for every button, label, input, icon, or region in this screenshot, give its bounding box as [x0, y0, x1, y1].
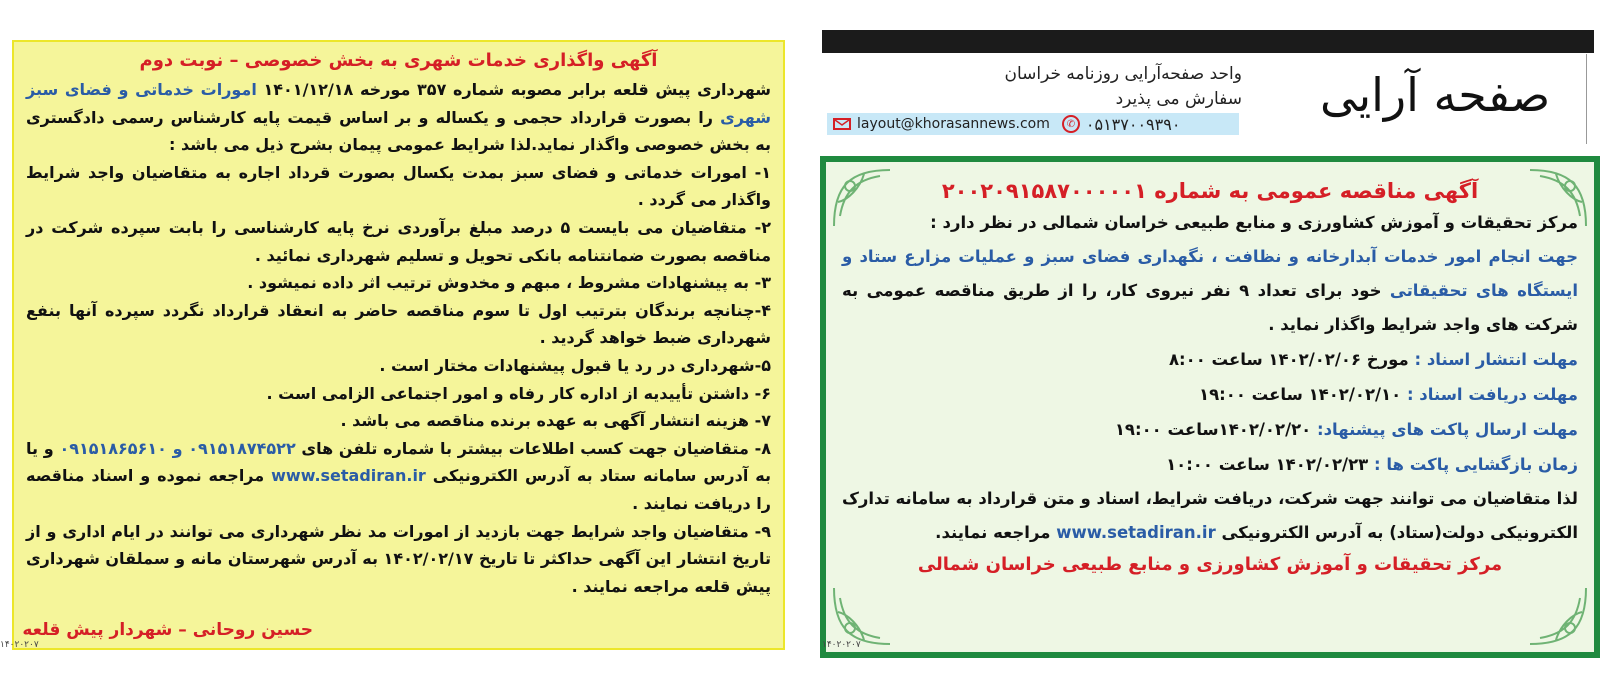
contact-bar — [827, 113, 1239, 135]
left-ad-signature: حسین روحانی – شهردار پیش قلعه — [22, 620, 313, 640]
deadline-receive-documents: مهلت دریافت اسناد : ۱۴۰۲/۰۲/۱۰ ساعت ۱۹:۰۰ — [1199, 385, 1578, 404]
contact-email[interactable]: layout@khorasannews.com — [857, 116, 1050, 132]
tender-ad — [820, 156, 1600, 658]
deadline-submit-bids: مهلت ارسال پاکت های پیشنهاد: ۱۴۰۲/۰۲/۲۰ساعت ۱۹:۰۰ — [1114, 420, 1578, 439]
left-ad-phone-numbers: ۰۹۱۵۱۸۷۴۵۲۲ و ۰۹۱۵۱۸۶۵۶۱۰ — [59, 438, 296, 458]
tender-ad-scope-highlight: جهت انجام امور خدمات آبدارخانه و نظافت ، نگهداری فضای سبز و عملیات مزارع ستاد و ایستگاه های تحقیقاتی — [842, 247, 1578, 300]
header-black-bar — [822, 30, 1594, 53]
tender-ad-inner — [826, 162, 1594, 652]
left-ad-item-2: ۲- متقاضیان می بایست ۵ درصد مبلغ برآوردی نرخ پایه کارشناسی را بابت سپرده شرکت در مناقصه بصورت ضمانتنامه بانکی تحویل و تسلیم شهرداری نمائید . — [26, 217, 772, 265]
left-ad-item-9: ۹- متقاضیان واجد شرایط جهت بازدید از امورات مد نظر شهرداری می توانند در ایام اداری و از تاریخ انتشار این آگهی حداکثر تا تاریخ ۱۴۰۲/۰۲/۱۷ به آدرس شهرستان مانه و سملقان شهرداری پیش قلعه مراجعه نمایند . — [26, 521, 771, 596]
contact-phone: ۰۵۱۳۷۰۰۹۳۹۰ — [1085, 114, 1181, 134]
right-ad-code: ۱۴۰۲۰۲۰۷ — [822, 640, 861, 650]
left-ad-item-5: ۵-شهرداری در رد یا قبول پیشنهادات مختار است . — [379, 355, 771, 375]
left-ad-website-link[interactable]: www.setadiran.ir — [271, 466, 426, 486]
phone-icon: ✆ — [1062, 115, 1080, 133]
left-ad-item-3: ۳- به پیشنهادات مشروط ، مبهم و مخدوش ترتیب اثر داده نمیشود . — [247, 273, 771, 293]
left-ad-item-6: ۶- داشتن تأییدیه از اداره کار رفاه و امور اجتماعی الزامی است . — [266, 383, 771, 403]
tender-ad-website-link[interactable]: www.setadiran.ir — [1056, 523, 1216, 542]
left-ad-item-8: ۸- متقاضیان جهت کسب اطلاعات بیشتر با شماره تلفن های ۰۹۱۵۱۸۷۴۵۲۲ و ۰۹۱۵۱۸۶۵۶۱۰ و یا به آدرس سامانه ستاد به آدرس الکترونیکی www.setadiran.ir مراجعه نموده و اسناد مناقصه را دریافت نمایند . — [26, 438, 772, 513]
left-ad-intro: شهرداری پیش قلعه برابر مصوبه شماره ۳۵۷ مورخه ۱۴۰۱/۱۲/۱۸ امورات خدماتی و فضای سبز شهری را بصورت قرارداد حجمی و یکساله و بر اساس قیمت پایه کارشناس رسمی دادگستری به بخش خصوصی واگذار نماید.لذا شرایط عمومی پیمان بشرح ذیل می باشد : — [26, 80, 771, 155]
left-ad-item-7: ۷- هزینه انتشار آگهی به عهده برنده مناقصه می باشد . — [340, 411, 771, 431]
left-ad-code: ۱۴۰۲۰۲۰۷ — [0, 640, 39, 650]
deadline-publish: مهلت انتشار اسناد : مورخ ۱۴۰۲/۰۲/۰۶ ساعت ۸:۰۰ — [1168, 350, 1578, 369]
layout-unit-name: واحد صفحه‌آرایی روزنامه خراسان — [1004, 64, 1242, 84]
tender-ad-intro: مرکز تحقیقات و آموزش کشاورزی و منابع طبیعی خراسان شمالی در نظر دارد : — [930, 213, 1578, 232]
page-design-title: صفحه آرایی — [1320, 68, 1551, 122]
corner-ornament-icon — [1520, 166, 1590, 236]
tender-ad-scope: جهت انجام امور خدمات آبدارخانه و نظافت ، نگهداری فضای سبز و عملیات مزارع ستاد و ایستگاه های تحقیقاتی خود برای تعداد ۹ نفر نیروی کار، را از طریق مناقصه عمومی به شرکت های واجد شرایط واگذار نماید . — [842, 247, 1578, 334]
bid-opening-time: زمان بازگشایی پاکت ها : ۱۴۰۲/۰۲/۲۳ ساعت ۱۰:۰۰ — [1166, 455, 1578, 474]
tender-ad-closing: لذا متقاضیان می توانند جهت شرکت، دریافت شرایط، اسناد و متن قرارداد به سامانه تدارک الکترونیکی دولت(ستاد) به آدرس الکترونیکی www.setadiran.ir مراجعه نمایند. — [842, 489, 1578, 542]
tender-ad-title: آگهی مناقصه عمومی به شماره ۲۰۰۲۰۹۱۵۸۷۰۰۰۰۰۱ — [941, 179, 1479, 203]
layout-unit-note: سفارش می پذیرد — [1115, 89, 1242, 109]
header-divider — [1586, 54, 1587, 144]
corner-ornament-icon — [830, 578, 900, 648]
corner-ornament-icon — [1520, 578, 1590, 648]
tender-ad-footer: مرکز تحقیقات و آموزش کشاورزی و منابع طبیعی خراسان شمالی — [917, 554, 1503, 575]
envelope-icon — [833, 118, 851, 130]
municipal-services-ad — [12, 40, 785, 650]
corner-ornament-icon — [830, 166, 900, 236]
left-ad-title: آگهی واگذاری خدمات شهری به بخش خصوصی – نوبت دوم — [139, 50, 658, 71]
left-ad-item-4: ۴-چنانچه برندگان بترتیب اول تا سوم مناقصه حاضر به انعقاد قرارداد نگردد سپرده آنها بنفع شهرداری ضبط خواهد گردید . — [26, 300, 771, 348]
left-ad-item-1: ۱- امورات خدماتی و فضای سبز بمدت یکسال بصورت قرداد اجاره به متقاضیان واجد شرایط واگذار می گردد . — [26, 162, 771, 210]
left-ad-intro-highlight: امورات خدماتی و فضای سبز شهری — [26, 80, 771, 127]
